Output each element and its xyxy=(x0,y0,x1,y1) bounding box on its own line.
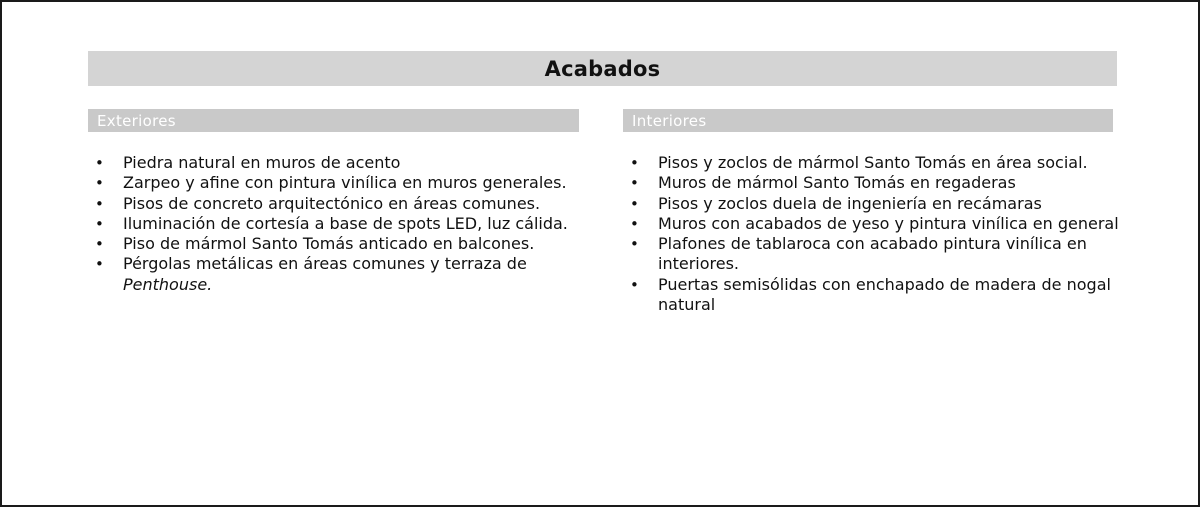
page-title: Acabados xyxy=(544,56,661,81)
list-item xyxy=(623,214,1123,234)
list-item-text: Pisos y zoclos duela de ingeniería en recámaras xyxy=(658,193,1042,213)
list-item-text: Pisos de concreto arquitectónico en áreas comunes. xyxy=(123,193,541,213)
list-item xyxy=(623,234,1123,275)
title-bar xyxy=(88,51,1117,86)
interiores-header xyxy=(623,109,1113,132)
list-item xyxy=(623,275,1123,316)
list-item xyxy=(88,214,588,234)
list-item-text: Muros de mármol Santo Tomás en regaderas xyxy=(658,173,1016,193)
list-item xyxy=(88,254,588,295)
list-item-text: Pérgolas metálicas en áreas comunes y terraza de xyxy=(123,254,527,274)
list-item-emphasis: Penthouse xyxy=(123,274,208,294)
bullet-icon: • xyxy=(630,275,639,294)
bullet-icon: • xyxy=(630,154,639,172)
bullet-icon: • xyxy=(630,194,639,213)
list-item xyxy=(88,173,588,193)
bullet-icon: • xyxy=(95,235,104,254)
bullet-icon: • xyxy=(95,255,104,274)
list-item xyxy=(88,194,588,214)
list-item xyxy=(88,234,588,254)
list-item-text: Pisos y zoclos de mármol Santo Tomás en área social. xyxy=(658,153,1088,172)
list-item-text: Piedra natural en muros de acento xyxy=(123,153,401,172)
list-item-tail: . xyxy=(207,274,213,294)
bullet-icon: • xyxy=(95,174,104,193)
bullet-icon: • xyxy=(630,235,639,254)
interiores-header-label: Interiores xyxy=(632,111,707,130)
exteriores-list xyxy=(88,153,588,295)
bullet-icon: • xyxy=(95,194,104,213)
bullet-icon: • xyxy=(95,214,104,233)
interiores-list xyxy=(623,153,1123,315)
exteriores-header-label: Exteriores xyxy=(97,111,176,130)
bullet-icon: • xyxy=(630,214,639,233)
bullet-icon: • xyxy=(630,174,639,193)
list-item xyxy=(623,153,1123,173)
list-item xyxy=(623,194,1123,214)
list-item xyxy=(88,153,588,173)
list-item xyxy=(623,173,1123,193)
exteriores-header xyxy=(88,109,579,132)
list-item-text: Iluminación de cortesía a base de spots LED, luz cálida. xyxy=(123,213,568,233)
list-item-text: Puertas semisólidas con enchapado de madera de nogal natural xyxy=(658,274,1111,315)
list-item-text: Piso de mármol Santo Tomás anticado en balcones. xyxy=(123,234,535,254)
bullet-icon: • xyxy=(95,154,104,172)
list-item-text: Muros con acabados de yeso y pintura vinílica en general xyxy=(658,213,1119,233)
list-item-text: Zarpeo y afine con pintura vinílica en muros generales. xyxy=(123,173,567,193)
list-item-text: Plafones de tablaroca con acabado pintura vinílica en interiores. xyxy=(658,234,1087,274)
